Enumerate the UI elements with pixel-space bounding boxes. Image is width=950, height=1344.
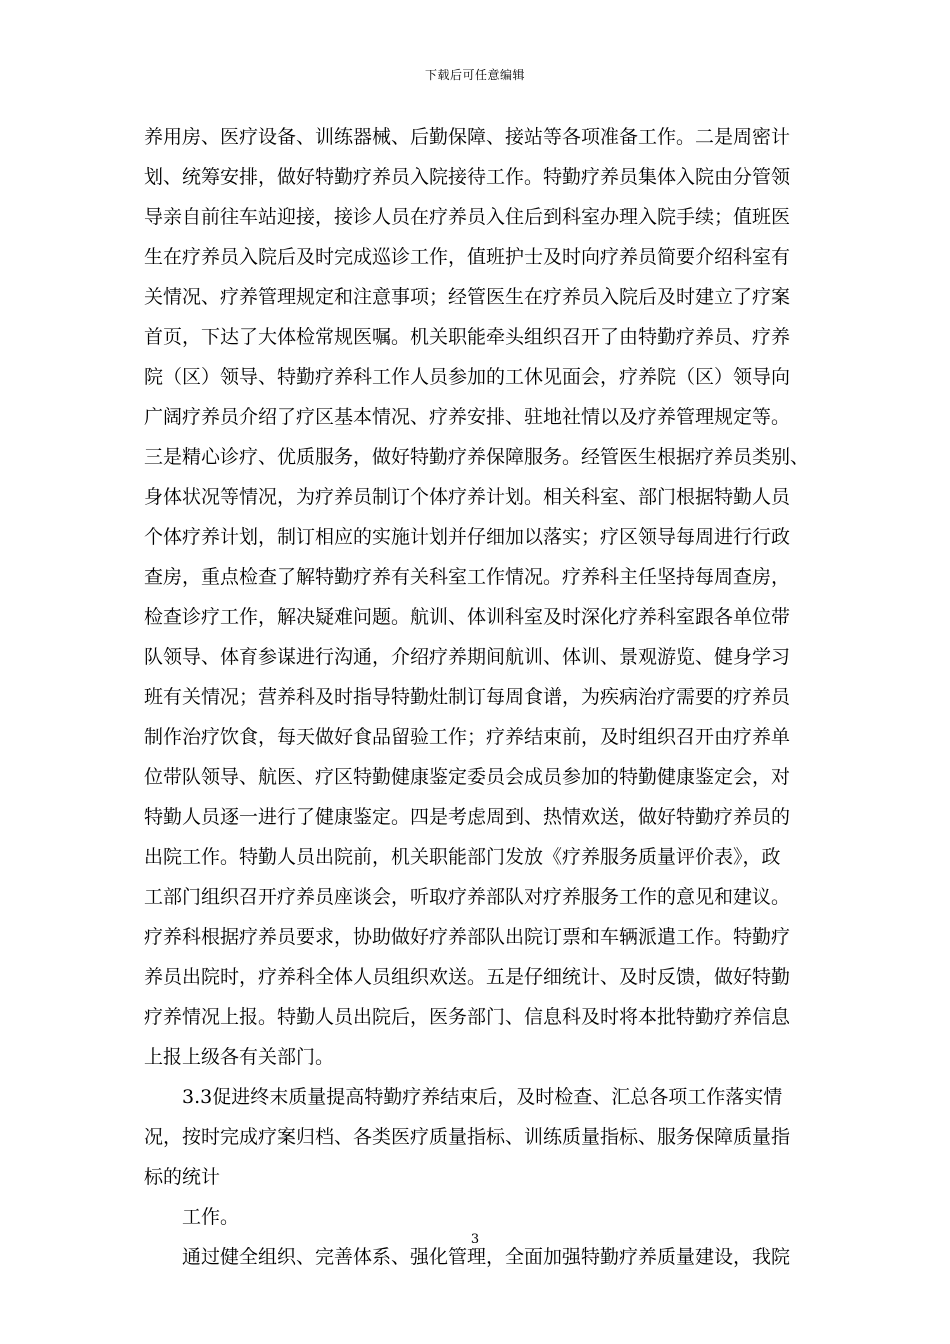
text-line: 通过健全组织、完善体系、强化管理，全面加强特勤疗养质量建设，我院: [182, 1246, 791, 1268]
text-line: 院（区）领导、特勤疗养科工作人员参加的工休见面会，疗养院（区）领导向: [144, 366, 791, 388]
text-line: 位带队领导、航医、疗区特勤健康鉴定委员会成员参加的特勤健康鉴定会，对: [144, 766, 791, 788]
text-line: 养用房、医疗设备、训练器械、后勤保障、接站等各项准备工作。二是周密计: [144, 126, 791, 148]
text-line: 特勤人员逐一进行了健康鉴定。四是考虑周到、热情欢送，做好特勤疗养员的: [144, 806, 791, 828]
text-line: 查房，重点检查了解特勤疗养有关科室工作情况。疗养科主任坚持每周查房，: [144, 566, 791, 588]
text-line: 养员出院时，疗养科全体人员组织欢送。五是仔细统计、及时反馈，做好特勤: [144, 966, 791, 988]
text-line: 工作。: [182, 1206, 240, 1228]
document-body: [144, 117, 812, 1277]
page-number: 3: [470, 1232, 480, 1247]
text-line: 工部门组织召开疗养员座谈会，听取疗养部队对疗养服务工作的意见和建议。: [144, 886, 791, 908]
text-line: 队领导、体育参谋进行沟通，介绍疗养期间航训、体训、景观游览、健身学习: [144, 646, 791, 668]
text-line: 疗养情况上报。特勤人员出院后，医务部门、信息科及时将本批特勤疗养信息: [144, 1006, 791, 1028]
text-line: 生在疗养员入院后及时完成巡诊工作，值班护士及时向疗养员简要介绍科室有: [144, 246, 791, 268]
text-line: 关情况、疗养管理规定和注意事项；经管医生在疗养员入院后及时建立了疗案: [144, 286, 791, 308]
text-line: 三是精心诊疗、优质服务，做好特勤疗养保障服务。经管医生根据疗养员类别、: [144, 446, 810, 468]
text-line: 个体疗养计划，制订相应的实施计划并仔细加以落实；疗区领导每周进行行政: [144, 526, 791, 548]
text-line: 疗养科根据疗养员要求，协助做好疗养部队出院订票和车辆派遣工作。特勤疗: [144, 926, 791, 948]
text-line: 制作治疗饮食，每天做好食品留验工作；疗养结束前，及时组织召开由疗养单: [144, 726, 791, 748]
text-line: 标的统计: [144, 1166, 221, 1188]
text-line: 上报上级各有关部门。: [144, 1046, 335, 1068]
page-header: 下载后可任意编辑: [424, 68, 525, 82]
text-line: 划、统筹安排，做好特勤疗养员入院接待工作。特勤疗养员集体入院由分管领: [144, 166, 791, 188]
text-line: 出院工作。特勤人员出院前，机关职能部门发放《疗养服务质量评价表》，政: [144, 846, 781, 868]
text-line: 导亲自前往车站迎接，接诊人员在疗养员入住后到科室办理入院手续；值班医: [144, 206, 791, 228]
text-line: 班有关情况；营养科及时指导特勤灶制订每周食谱，为疾病治疗需要的疗养员: [144, 686, 791, 708]
text-line: 况，按时完成疗案归档、各类医疗质量指标、训练质量指标、服务保障质量指: [144, 1126, 791, 1148]
text-line: 身体状况等情况，为疗养员制订个体疗养计划。相关科室、部门根据特勤人员: [144, 486, 791, 508]
section-heading-line: 3.3促进终末质量提高特勤疗养结束后，及时检查、汇总各项工作落实情: [182, 1086, 783, 1108]
text-line: 广阔疗养员介绍了疗区基本情况、疗养安排、驻地社情以及疗养管理规定等。: [144, 406, 791, 428]
text-line: 检查诊疗工作，解决疑难问题。航训、体训科室及时深化疗养科室跟各单位带: [144, 606, 791, 628]
text-line: 首页，下达了大体检常规医嘱。机关职能牵头组织召开了由特勤疗养员、疗养: [144, 326, 791, 348]
